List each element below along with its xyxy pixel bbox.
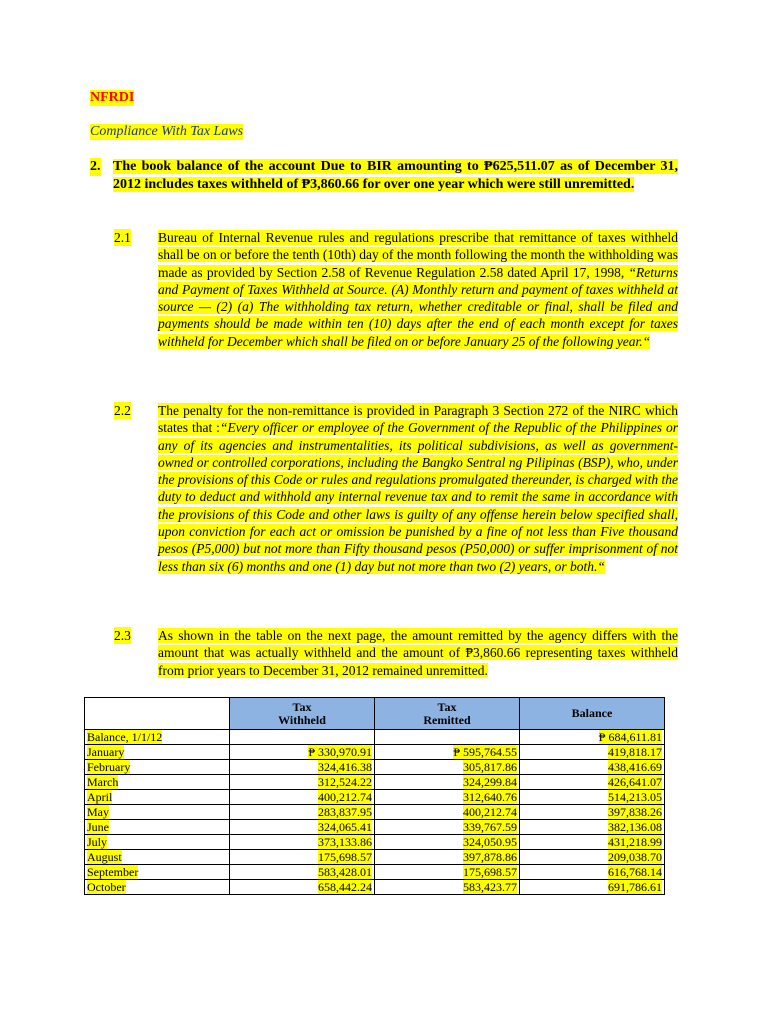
row-label-text: January (87, 745, 125, 759)
table-row (85, 775, 665, 790)
balance-cell-text: 514,213.05 (608, 790, 662, 804)
tax-withheld-cell-text: ₱ 330,970.91 (308, 745, 372, 759)
table-header-blank (85, 698, 230, 730)
balance-cell (520, 730, 665, 745)
tax-withheld-cell (230, 820, 375, 835)
tax-withheld-cell-text: 312,524.22 (318, 775, 372, 789)
tax-remitted-cell-text: 400,212.74 (463, 805, 517, 819)
row-label-text: October (87, 880, 126, 894)
organization-name: NFRDI (90, 90, 135, 105)
paragraph-quote: “Every officer or employee of the Government of the Republic of the Philippines or any of its agencies and instrumentalities, its political subdivisions, as well as government-owned or controlled corporations, including the Bangko Sentral ng Pilipinas (BSP), who, under the provisions of this Code or rules and regulations promulgated thereunder, is charged with the duty to deduct and withhold any internal revenue tax and to remit the same in accordance with the provisions of this Code and other laws is guilty of any offense herein below specified shall, upon conviction for each act or omission be punished by a fine of not less than Five thousand pesos (P5,000) but not more than Fifty thousand pesos (P50,000) or suffer imprisonment of not less than six (6) months and one (1) day but not more than two (2) years, or both.“ (158, 420, 678, 574)
table-row (85, 850, 665, 865)
tax-withheld-cell (230, 760, 375, 775)
finding-text: The book balance of the account Due to BIR amounting to ₱625,511.07 as of December 31, 2012 includes taxes withheld of ₱3,860.66 for over one year which were still unremitted. (113, 159, 678, 192)
paragraph-quote: “Returns and Payment of Taxes Withheld at Source. (A) Monthly return and payment of taxes withheld at source — (2) (a) The withholding tax return, whether creditable or final, shall be filed and payments should be made within ten (10) days after the end of each month except for taxes withheld for December which shall be filed on or before January 25 of the following year.“ (158, 264, 678, 349)
tax-remittance-table (84, 697, 665, 895)
tax-remitted-cell (375, 820, 520, 835)
balance-cell-text: 419,818.17 (608, 745, 662, 759)
row-label-text: Balance, 1/1/12 (87, 730, 163, 744)
tax-remitted-cell-text: 324,299.84 (463, 775, 517, 789)
balance-cell (520, 865, 665, 880)
balance-cell (520, 835, 665, 850)
balance-cell (520, 790, 665, 805)
tax-withheld-cell-text: 324,416.38 (318, 760, 372, 774)
balance-cell-text: 209,038.70 (608, 850, 662, 864)
tax-withheld-cell (230, 805, 375, 820)
paragraph-2-3 (114, 627, 678, 679)
tax-withheld-cell-text: 373,133.86 (318, 835, 372, 849)
tax-remitted-cell-text: 583,423.77 (463, 880, 517, 894)
table-row (85, 880, 665, 895)
row-label-text: June (87, 820, 109, 834)
tax-remitted-cell (375, 880, 520, 895)
balance-cell (520, 880, 665, 895)
tax-withheld-cell-text: 324,065.41 (318, 820, 372, 834)
balance-cell-text: 438,416.69 (608, 760, 662, 774)
tax-remitted-cell (375, 745, 520, 760)
paragraph-number: 2.3 (114, 628, 131, 643)
balance-cell-text: 691,786.61 (608, 880, 662, 894)
row-label (85, 790, 230, 805)
tax-withheld-cell-text: 583,428.01 (318, 865, 372, 879)
table-row (85, 835, 665, 850)
row-label-text: July (87, 835, 108, 849)
table-row (85, 790, 665, 805)
row-label (85, 805, 230, 820)
tax-withheld-cell (230, 775, 375, 790)
table-row (85, 760, 665, 775)
table-row (85, 730, 665, 745)
tax-remitted-cell (375, 775, 520, 790)
row-label (85, 865, 230, 880)
tax-remitted-cell-text: 175,698.57 (463, 865, 517, 879)
tax-remitted-cell (375, 805, 520, 820)
tax-remitted-cell (375, 850, 520, 865)
row-label-text: August (87, 850, 122, 864)
tax-withheld-cell (230, 865, 375, 880)
tax-remitted-cell-text: 305,817.86 (463, 760, 517, 774)
paragraph-text: Bureau of Internal Revenue rules and regulations prescribe that remittance of taxes withheld shall be on or before the tenth (10th) day of the month following the month the withholding was made as provided by Section 2.58 of Revenue Regulation 2.58 dated April 17, 1998, (158, 230, 678, 280)
tax-withheld-cell-text: 175,698.57 (318, 850, 372, 864)
tax-withheld-cell (230, 835, 375, 850)
balance-cell (520, 745, 665, 760)
tax-remitted-cell-text: 339,767.59 (463, 820, 517, 834)
section-heading: Compliance With Tax Laws (90, 124, 244, 139)
row-label (85, 775, 230, 790)
tax-remitted-cell (375, 730, 520, 745)
tax-remitted-cell-text: 324,050.95 (463, 835, 517, 849)
tax-remitted-cell (375, 835, 520, 850)
balance-cell-text: 426,641.07 (608, 775, 662, 789)
tax-withheld-cell-text: 283,837.95 (318, 805, 372, 819)
tax-withheld-cell (230, 730, 375, 745)
balance-cell-text: 382,136.08 (608, 820, 662, 834)
paragraph-number: 2.1 (114, 230, 131, 245)
row-label-text: May (87, 805, 109, 819)
tax-remitted-cell (375, 865, 520, 880)
tax-remitted-cell-text: 397,878.86 (463, 850, 517, 864)
tax-withheld-cell (230, 880, 375, 895)
tax-remitted-cell-text: ₱ 595,764.55 (453, 745, 517, 759)
row-label-text: March (87, 775, 119, 789)
tax-withheld-cell (230, 745, 375, 760)
row-label (85, 835, 230, 850)
paragraph-2-1 (114, 229, 678, 350)
row-label (85, 880, 230, 895)
balance-cell (520, 850, 665, 865)
table-row (85, 805, 665, 820)
paragraph-number: 2.2 (114, 403, 131, 418)
balance-cell-text: ₱ 684,611.81 (598, 730, 662, 744)
paragraph-text: As shown in the table on the next page, the amount remitted by the agency differs with the amount that was actually withheld and the amount of ₱3,860.66 representing taxes withheld from prior years to December 31, 2012 remained unremitted. (158, 628, 678, 678)
row-label (85, 850, 230, 865)
tax-remitted-cell (375, 790, 520, 805)
balance-cell (520, 775, 665, 790)
paragraph-text: The penalty for the non-remittance is provided in Paragraph 3 Section 272 of the NIRC which states that : (158, 403, 678, 436)
tax-remitted-cell (375, 760, 520, 775)
audit-finding-2 (90, 158, 678, 194)
table-header-balance: Balance (520, 698, 665, 730)
finding-number: 2. (90, 159, 101, 174)
table-row (85, 820, 665, 835)
balance-cell (520, 760, 665, 775)
tax-withheld-cell-text: 400,212.74 (318, 790, 372, 804)
balance-cell-text: 397,838.26 (608, 805, 662, 819)
row-label (85, 730, 230, 745)
row-label-text: April (87, 790, 113, 804)
balance-cell-text: 616,768.14 (608, 865, 662, 879)
table-header-tax-withheld: Tax Withheld (230, 698, 375, 730)
tax-withheld-cell (230, 790, 375, 805)
tax-withheld-cell (230, 850, 375, 865)
balance-cell (520, 820, 665, 835)
balance-cell (520, 805, 665, 820)
row-label-text: September (87, 865, 139, 879)
row-label-text: February (87, 760, 131, 774)
row-label (85, 745, 230, 760)
row-label (85, 760, 230, 775)
tax-withheld-cell-text: 658,442.24 (318, 880, 372, 894)
balance-cell-text: 431,218.99 (608, 835, 662, 849)
row-label (85, 820, 230, 835)
tax-remitted-cell-text: 312,640.76 (463, 790, 517, 804)
table-row (85, 865, 665, 880)
table-row (85, 745, 665, 760)
table-header-tax-remitted: Tax Remitted (375, 698, 520, 730)
paragraph-2-2 (114, 402, 678, 575)
